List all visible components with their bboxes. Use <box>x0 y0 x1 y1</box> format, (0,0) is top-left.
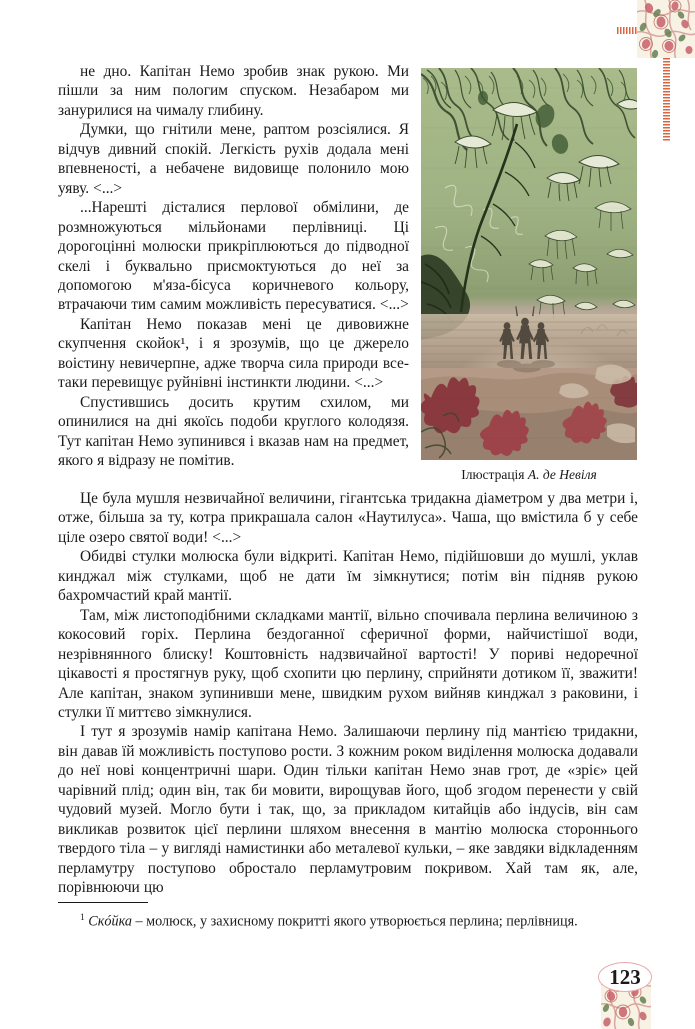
footnote-marker: 1 <box>80 913 85 923</box>
horizontal-dashed-rule <box>617 27 637 34</box>
footnote-block <box>58 902 638 931</box>
full-width-text-column <box>58 489 638 898</box>
vertical-dashed-rule <box>663 58 670 142</box>
paragraph: Думки, що гнітили мене, раптом розсіялися. Я відчув дивний спокій. Легкість рухів додала мені впевненості, а небачене видовище полонило мою уяву. <...> <box>58 121 409 197</box>
paragraph: Обидві стулки молюска були відкриті. Капітан Немо, підійшовши до мушлі, уклав кинджал між стулками, щоб не дати їм зімкнутися; потім він підняв рукою бахромчастий край мантії. <box>58 548 638 605</box>
footnote-text <box>58 909 638 931</box>
floral-ornament-icon <box>637 0 695 58</box>
paragraph: І тут я зрозумів намір капітана Немо. Залишаючи перлину під мантією тридакни, він давав їй можливість поступово рости. З кожним роком виділення молюска додавали до неї нові концентричні шари. Один тільки капітан Немо знав грот, де «зріє» цей чарівний плід; один він, так би мовити, вирощував його, щоб згодом перенести у свій чудовий музей. Могло бути і так, що, за прикладом китайців або індусів, він сам викликав розвиток цієї перлини шляхом внесення в мантію молюска стороннього твердого тіла – у вигляді намистинки або металевої кульки, – яке завдяки відкладенням перламутру поступово обростало перламутровим покривом. Хай там як, але, порівнюючи цю <box>58 723 638 897</box>
footnote-term: Скóйка <box>88 913 132 930</box>
illustration-figure <box>421 68 637 483</box>
paragraph-with-footnote-ref: Капітан Немо показав мені це дивовижне скупчення скойок¹, і я зрозумів, що це джерело воістину невичерпне, адже творча сила природи все-таки перевищує руйнівні інстинкти людини. <...> <box>58 315 409 392</box>
figure-caption-author: А. де Невіля <box>527 467 597 482</box>
paragraph: Там, між листоподібними складками мантії, вільно спочивала перлина величиною з кокосовий горіх. Перлина бездоганної сферичної форми, найчистішої води, незрівнянного блиску! Коштовність надзвичайної вартості! У пориві недоречної цікавості я простягнув руку, щоб схопити цю перлину, сприйняти дотиком її, зважити! Але капітан, знаком зупинивши мене, швидким рухом вийняв кинджал з раковини, і стулки її миттєво зімкнулися. <box>58 606 638 721</box>
page-number: 123 <box>609 965 641 989</box>
footnote-separator <box>58 902 148 903</box>
paragraph: не дно. Капітан Немо зробив знак рукою. Ми пішли за ним пологим спуском. Незабаром ми занурилися на чималу глибину. <box>58 63 409 119</box>
paragraph: Спустившись досить крутим схилом, ми опинилися на дні якоїсь подоби круглого колодязя. Тут капітан Немо зупинився і вказав нам на предмет, якого я відразу не помітив. <box>58 393 409 470</box>
footnote-definition: – молюск, у захисному покритті якого утворюється перлина; перлівниця. <box>131 913 578 930</box>
underwater-engraving-image <box>421 68 637 460</box>
page-number-container <box>598 962 654 994</box>
figure-caption-label: Ілюстрація <box>461 467 528 482</box>
paragraph: ...Нарешті дісталися перлової обмілини, де розмножуються мільйонами перлівниці. Ці дорогоцінні молюски прикріплюються до підводної скелі і буквально присмоктуються до неї за допомогою м'яза-бісуса коричневого кольору, втрачаючи тим самим можливість пересуватися. <...> <box>58 199 409 314</box>
narrow-text-column <box>58 62 409 471</box>
paragraph: Це була мушля незвичайної величини, гігантська тридакна діаметром у два метри і, отже, більша за ту, котра прикрашала салон «Наутилуса». Чаша, що вмістила б у себе ціле озеро святої води! <...> <box>58 490 638 546</box>
figure-caption <box>421 467 637 483</box>
